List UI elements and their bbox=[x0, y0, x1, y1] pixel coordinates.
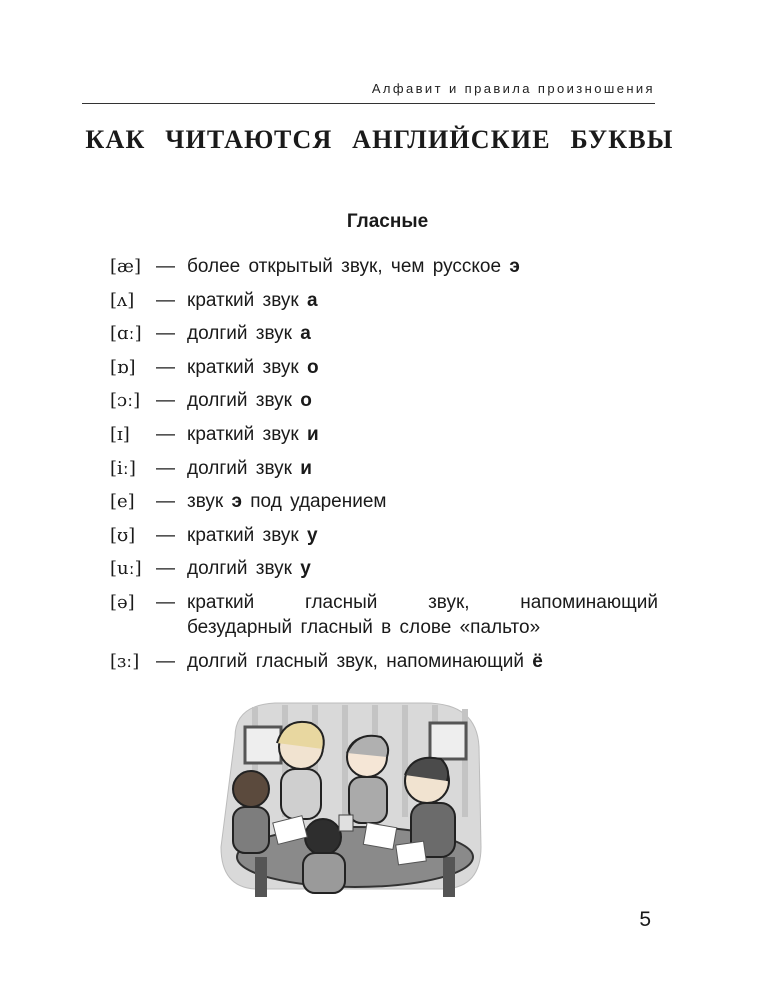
russian-letter: о bbox=[307, 356, 319, 378]
russian-letter: а bbox=[300, 323, 311, 345]
vowel-description: долгий звук у bbox=[187, 558, 311, 580]
vowel-row bbox=[110, 390, 655, 424]
ipa-symbol: [ʊ] bbox=[110, 524, 136, 546]
dash: — bbox=[156, 423, 175, 445]
russian-letter: а bbox=[307, 289, 318, 311]
vowel-description: краткий звук о bbox=[187, 356, 319, 378]
dash: — bbox=[156, 650, 175, 672]
dash: — bbox=[156, 390, 175, 412]
russian-letter: о bbox=[300, 390, 312, 412]
vowel-row bbox=[110, 458, 655, 492]
russian-letter: э bbox=[509, 256, 520, 277]
ipa-symbol: [ɔː] bbox=[110, 390, 141, 412]
russian-letter: ё bbox=[532, 650, 543, 672]
page-number: 5 bbox=[639, 908, 651, 931]
dash: — bbox=[156, 323, 175, 345]
description-line-2: безударный гласный в слове «пальто» bbox=[187, 616, 541, 638]
vowel-row bbox=[110, 323, 655, 357]
dash: — bbox=[156, 457, 175, 479]
vowel-row bbox=[110, 256, 655, 290]
vowel-description: краткий звук и bbox=[187, 423, 319, 445]
vowel-description bbox=[187, 592, 658, 639]
section-heading: Гласные bbox=[346, 211, 429, 232]
vowel-row bbox=[110, 651, 655, 685]
description-line-1: краткий гласный звук, напоминающий bbox=[187, 591, 658, 613]
header-rule bbox=[82, 103, 655, 104]
ipa-symbol: [e] bbox=[110, 491, 135, 513]
russian-letter: и bbox=[307, 423, 319, 445]
vowel-row bbox=[110, 491, 655, 525]
dash: — bbox=[156, 524, 175, 546]
vowel-list bbox=[110, 256, 658, 685]
vowel-description: долгий звук о bbox=[187, 390, 312, 412]
children-drawing-illustration bbox=[215, 697, 487, 907]
ipa-symbol: [ɪ] bbox=[110, 423, 130, 445]
vowel-row bbox=[110, 357, 655, 391]
dash: — bbox=[156, 591, 175, 613]
vowel-row bbox=[110, 525, 655, 559]
ipa-symbol: [iː] bbox=[110, 457, 136, 479]
vowel-row bbox=[110, 558, 655, 592]
russian-letter: у bbox=[307, 524, 318, 546]
ipa-symbol: [uː] bbox=[110, 558, 142, 580]
vowel-row bbox=[110, 424, 655, 458]
vowel-description: более открытый звук, чем русское э bbox=[187, 256, 520, 277]
vowel-description: звук э под ударением bbox=[187, 491, 387, 513]
russian-letter: э bbox=[231, 491, 242, 513]
dash: — bbox=[156, 558, 175, 580]
ipa-symbol: [ɜː] bbox=[110, 650, 140, 672]
vowel-description: долгий звук и bbox=[187, 457, 312, 479]
ipa-symbol: [æ] bbox=[110, 256, 141, 277]
vowel-description: краткий звук а bbox=[187, 289, 318, 311]
page-title: КАК ЧИТАЮТСЯ АНГЛИЙСКИЕ БУКВЫ bbox=[85, 125, 674, 154]
vowel-description: краткий звук у bbox=[187, 524, 318, 546]
russian-letter: у bbox=[300, 558, 311, 580]
vowel-row bbox=[110, 591, 658, 651]
dash: — bbox=[156, 491, 175, 513]
ipa-symbol: [ʌ] bbox=[110, 289, 135, 311]
russian-letter: и bbox=[300, 457, 312, 479]
dash: — bbox=[156, 356, 175, 378]
dash: — bbox=[156, 256, 175, 277]
ipa-symbol: [ə] bbox=[110, 591, 135, 613]
ipa-symbol: [ɑː] bbox=[110, 323, 142, 345]
running-header: Алфавит и правила произношения bbox=[371, 81, 655, 96]
vowel-row bbox=[110, 290, 655, 324]
dash: — bbox=[156, 289, 175, 311]
vowel-description: долгий гласный звук, напоминающий ё bbox=[187, 650, 543, 672]
vowel-description: долгий звук а bbox=[187, 323, 311, 345]
ipa-symbol: [ɒ] bbox=[110, 356, 136, 378]
